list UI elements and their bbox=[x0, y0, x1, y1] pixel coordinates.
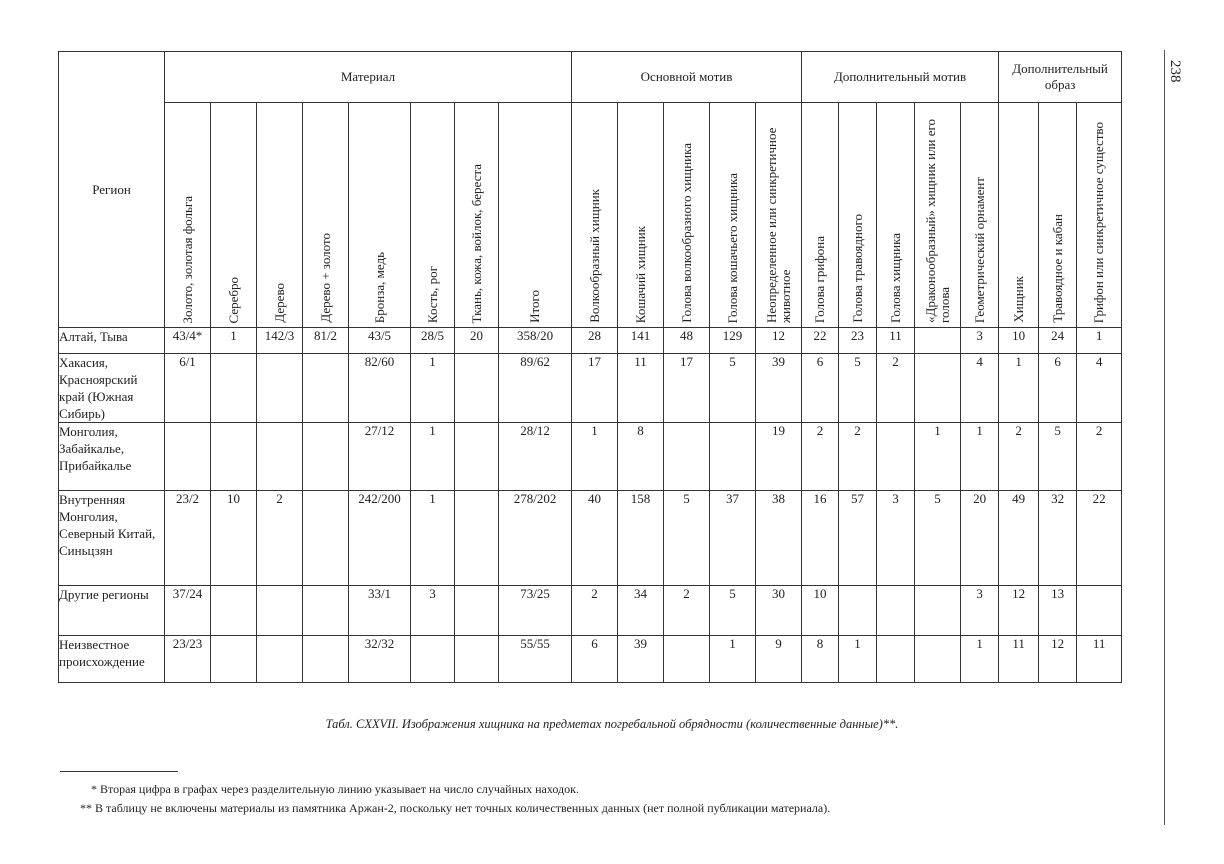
table-cell: 1 bbox=[999, 354, 1039, 423]
table-cell: 1 bbox=[710, 636, 756, 683]
table-cell: 28/12 bbox=[499, 423, 572, 491]
table-cell bbox=[877, 586, 915, 636]
table-cell: 1 bbox=[839, 636, 877, 683]
main-motif-group-header: Основной мотив bbox=[572, 52, 802, 103]
table-cell bbox=[303, 491, 349, 586]
table-cell: 11 bbox=[618, 354, 664, 423]
region-cell: Неизвестное происхождение bbox=[59, 636, 165, 683]
table-cell bbox=[411, 636, 455, 683]
table-cell: 22 bbox=[1077, 491, 1122, 586]
table-row bbox=[59, 354, 1122, 423]
table-cell: 10 bbox=[802, 586, 839, 636]
column-header: Травоядное и кабан bbox=[1039, 103, 1077, 328]
table-cell: 40 bbox=[572, 491, 618, 586]
table-cell: 17 bbox=[572, 354, 618, 423]
table-cell: 12 bbox=[999, 586, 1039, 636]
column-header: Голова волкообразного хищника bbox=[664, 103, 710, 328]
table-cell: 37/24 bbox=[165, 586, 211, 636]
table-cell: 43/4* bbox=[165, 328, 211, 354]
table-cell bbox=[915, 586, 961, 636]
column-header: Голова кошачьего хищника bbox=[710, 103, 756, 328]
table-cell: 142/3 bbox=[257, 328, 303, 354]
table-cell: 6 bbox=[1039, 354, 1077, 423]
column-header: Голова травоядного bbox=[839, 103, 877, 328]
table-cell: 2 bbox=[257, 491, 303, 586]
table-cell: 23 bbox=[839, 328, 877, 354]
table-cell: 1 bbox=[572, 423, 618, 491]
table-cell bbox=[839, 586, 877, 636]
table-cell bbox=[915, 636, 961, 683]
column-header: Золото, золотая фольга bbox=[165, 103, 211, 328]
table-cell: 5 bbox=[839, 354, 877, 423]
table-cell bbox=[257, 354, 303, 423]
column-header: Дерево bbox=[257, 103, 303, 328]
table-cell bbox=[455, 423, 499, 491]
table-cell: 17 bbox=[664, 354, 710, 423]
table-cell: 34 bbox=[618, 586, 664, 636]
table-cell: 10 bbox=[211, 491, 257, 586]
table-cell bbox=[915, 354, 961, 423]
region-cell: Другие регионы bbox=[59, 586, 165, 636]
table-cell: 1 bbox=[411, 491, 455, 586]
table-cell: 20 bbox=[961, 491, 999, 586]
table-cell: 27/12 bbox=[349, 423, 411, 491]
table-cell: 6/1 bbox=[165, 354, 211, 423]
table-cell: 33/1 bbox=[349, 586, 411, 636]
table-cell bbox=[257, 586, 303, 636]
table-cell: 55/55 bbox=[499, 636, 572, 683]
table-cell: 81/2 bbox=[303, 328, 349, 354]
column-header: Дерево + золото bbox=[303, 103, 349, 328]
table-cell: 12 bbox=[756, 328, 802, 354]
column-header: Геометрический орнамент bbox=[961, 103, 999, 328]
table-row bbox=[59, 491, 1122, 586]
table-cell: 24 bbox=[1039, 328, 1077, 354]
table-cell: 1 bbox=[411, 354, 455, 423]
footnote-rule bbox=[60, 771, 178, 772]
table-row bbox=[59, 423, 1122, 491]
table-cell: 1 bbox=[411, 423, 455, 491]
table-cell: 2 bbox=[572, 586, 618, 636]
table-cell bbox=[455, 354, 499, 423]
table-cell: 5 bbox=[710, 586, 756, 636]
table-cell: 1 bbox=[961, 423, 999, 491]
table-cell bbox=[877, 636, 915, 683]
table-cell: 23/2 bbox=[165, 491, 211, 586]
table-cell bbox=[211, 586, 257, 636]
column-header: Волкообразный хищник bbox=[572, 103, 618, 328]
column-header: Грифон или синкретичное существо bbox=[1077, 103, 1122, 328]
table-cell: 2 bbox=[839, 423, 877, 491]
table-cell: 48 bbox=[664, 328, 710, 354]
table-cell: 278/202 bbox=[499, 491, 572, 586]
table-cell: 28/5 bbox=[411, 328, 455, 354]
table-cell: 22 bbox=[802, 328, 839, 354]
table-cell: 129 bbox=[710, 328, 756, 354]
table-cell bbox=[877, 423, 915, 491]
table-cell: 1 bbox=[961, 636, 999, 683]
table-cell: 39 bbox=[756, 354, 802, 423]
table-cell: 1 bbox=[211, 328, 257, 354]
table-cell bbox=[165, 423, 211, 491]
table-row bbox=[59, 328, 1122, 354]
additional-image-group-header: Дополнительный образ bbox=[999, 52, 1122, 103]
column-header: Итого bbox=[499, 103, 572, 328]
table-cell: 16 bbox=[802, 491, 839, 586]
page-margin-rule bbox=[1164, 50, 1165, 825]
column-header: Ткань, кожа, войлок, береста bbox=[455, 103, 499, 328]
table-cell: 38 bbox=[756, 491, 802, 586]
table-cell: 2 bbox=[802, 423, 839, 491]
table-cell: 49 bbox=[999, 491, 1039, 586]
table-cell bbox=[303, 423, 349, 491]
table-cell bbox=[1077, 586, 1122, 636]
page-number: 238 bbox=[1167, 59, 1183, 83]
table-cell: 73/25 bbox=[499, 586, 572, 636]
region-cell: Хакасия, Красноярский край (Южная Сибирь) bbox=[59, 354, 165, 423]
table-cell: 57 bbox=[839, 491, 877, 586]
table-cell: 8 bbox=[618, 423, 664, 491]
table-cell: 2 bbox=[664, 586, 710, 636]
region-cell: Монголия, Забайкалье, Прибайкалье bbox=[59, 423, 165, 491]
table-cell: 37 bbox=[710, 491, 756, 586]
table-cell: 5 bbox=[710, 354, 756, 423]
table-row bbox=[59, 636, 1122, 683]
table-cell: 43/5 bbox=[349, 328, 411, 354]
table-cell bbox=[455, 586, 499, 636]
table-cell bbox=[303, 586, 349, 636]
column-header: Бронза, медь bbox=[349, 103, 411, 328]
table-cell: 12 bbox=[1039, 636, 1077, 683]
column-header: Голова хищника bbox=[877, 103, 915, 328]
table-cell: 23/23 bbox=[165, 636, 211, 683]
table-cell: 1 bbox=[915, 423, 961, 491]
table-cell: 2 bbox=[877, 354, 915, 423]
footnote: * Вторая цифра в графах через разделительную линию указывает на число случайных находок. bbox=[91, 782, 579, 796]
column-header: Кость, рог bbox=[411, 103, 455, 328]
column-header: Хищник bbox=[999, 103, 1039, 328]
table-caption: Табл. CXXVII. Изображения хищника на предметах погребальной обрядности (количественные данные)**. bbox=[325, 717, 899, 731]
footnote: ** В таблицу не включены материалы из памятника Аржан-2, поскольку нет точных количественных данных (нет полной публикации материала). bbox=[80, 801, 831, 815]
table-cell bbox=[257, 636, 303, 683]
table-cell: 9 bbox=[756, 636, 802, 683]
material-group-header: Материал bbox=[165, 52, 572, 103]
table-cell: 13 bbox=[1039, 586, 1077, 636]
region-header: Регион bbox=[59, 52, 165, 328]
table-cell: 6 bbox=[802, 354, 839, 423]
table-cell: 39 bbox=[618, 636, 664, 683]
table-cell bbox=[257, 423, 303, 491]
table-cell: 2 bbox=[1077, 423, 1122, 491]
table-cell: 3 bbox=[411, 586, 455, 636]
table-cell: 11 bbox=[999, 636, 1039, 683]
table-cell: 89/62 bbox=[499, 354, 572, 423]
table-cell: 5 bbox=[1039, 423, 1077, 491]
table-cell: 6 bbox=[572, 636, 618, 683]
table-cell bbox=[455, 636, 499, 683]
table-cell bbox=[211, 354, 257, 423]
table-cell: 242/200 bbox=[349, 491, 411, 586]
header-column-row bbox=[59, 103, 1122, 328]
table-cell: 5 bbox=[664, 491, 710, 586]
table-cell bbox=[915, 328, 961, 354]
table-cell: 11 bbox=[877, 328, 915, 354]
table-cell bbox=[664, 636, 710, 683]
column-header: «Драконообразный» хищник или его голова bbox=[915, 103, 961, 328]
additional-motif-group-header: Дополнительный мотив bbox=[802, 52, 999, 103]
table-cell: 28 bbox=[572, 328, 618, 354]
table-cell: 1 bbox=[1077, 328, 1122, 354]
table-cell: 32/32 bbox=[349, 636, 411, 683]
table-cell: 3 bbox=[877, 491, 915, 586]
table-cell bbox=[211, 423, 257, 491]
column-header: Неопределенное или синкретичное животное bbox=[756, 103, 802, 328]
header-group-row bbox=[59, 52, 1122, 103]
table-cell: 3 bbox=[961, 586, 999, 636]
data-table bbox=[58, 51, 1122, 683]
table-cell: 20 bbox=[455, 328, 499, 354]
table-cell: 32 bbox=[1039, 491, 1077, 586]
table-cell bbox=[211, 636, 257, 683]
table-cell bbox=[710, 423, 756, 491]
region-cell: Внутренняя Монголия, Северный Китай, Синьцзян bbox=[59, 491, 165, 586]
table-cell: 4 bbox=[1077, 354, 1122, 423]
column-header: Серебро bbox=[211, 103, 257, 328]
table-cell: 82/60 bbox=[349, 354, 411, 423]
table-cell: 3 bbox=[961, 328, 999, 354]
table-cell: 4 bbox=[961, 354, 999, 423]
table-cell: 10 bbox=[999, 328, 1039, 354]
table-cell: 8 bbox=[802, 636, 839, 683]
table-cell: 2 bbox=[999, 423, 1039, 491]
table-body bbox=[59, 328, 1122, 683]
table-cell bbox=[303, 354, 349, 423]
table-cell: 141 bbox=[618, 328, 664, 354]
table-cell bbox=[303, 636, 349, 683]
table-cell: 19 bbox=[756, 423, 802, 491]
table-cell: 11 bbox=[1077, 636, 1122, 683]
column-header: Кошачий хищник bbox=[618, 103, 664, 328]
table-cell bbox=[664, 423, 710, 491]
column-header: Голова грифона bbox=[802, 103, 839, 328]
table-cell: 358/20 bbox=[499, 328, 572, 354]
table-cell bbox=[455, 491, 499, 586]
table-row bbox=[59, 586, 1122, 636]
table-cell: 5 bbox=[915, 491, 961, 586]
table-cell: 30 bbox=[756, 586, 802, 636]
table-cell: 158 bbox=[618, 491, 664, 586]
region-cell: Алтай, Тыва bbox=[59, 328, 165, 354]
